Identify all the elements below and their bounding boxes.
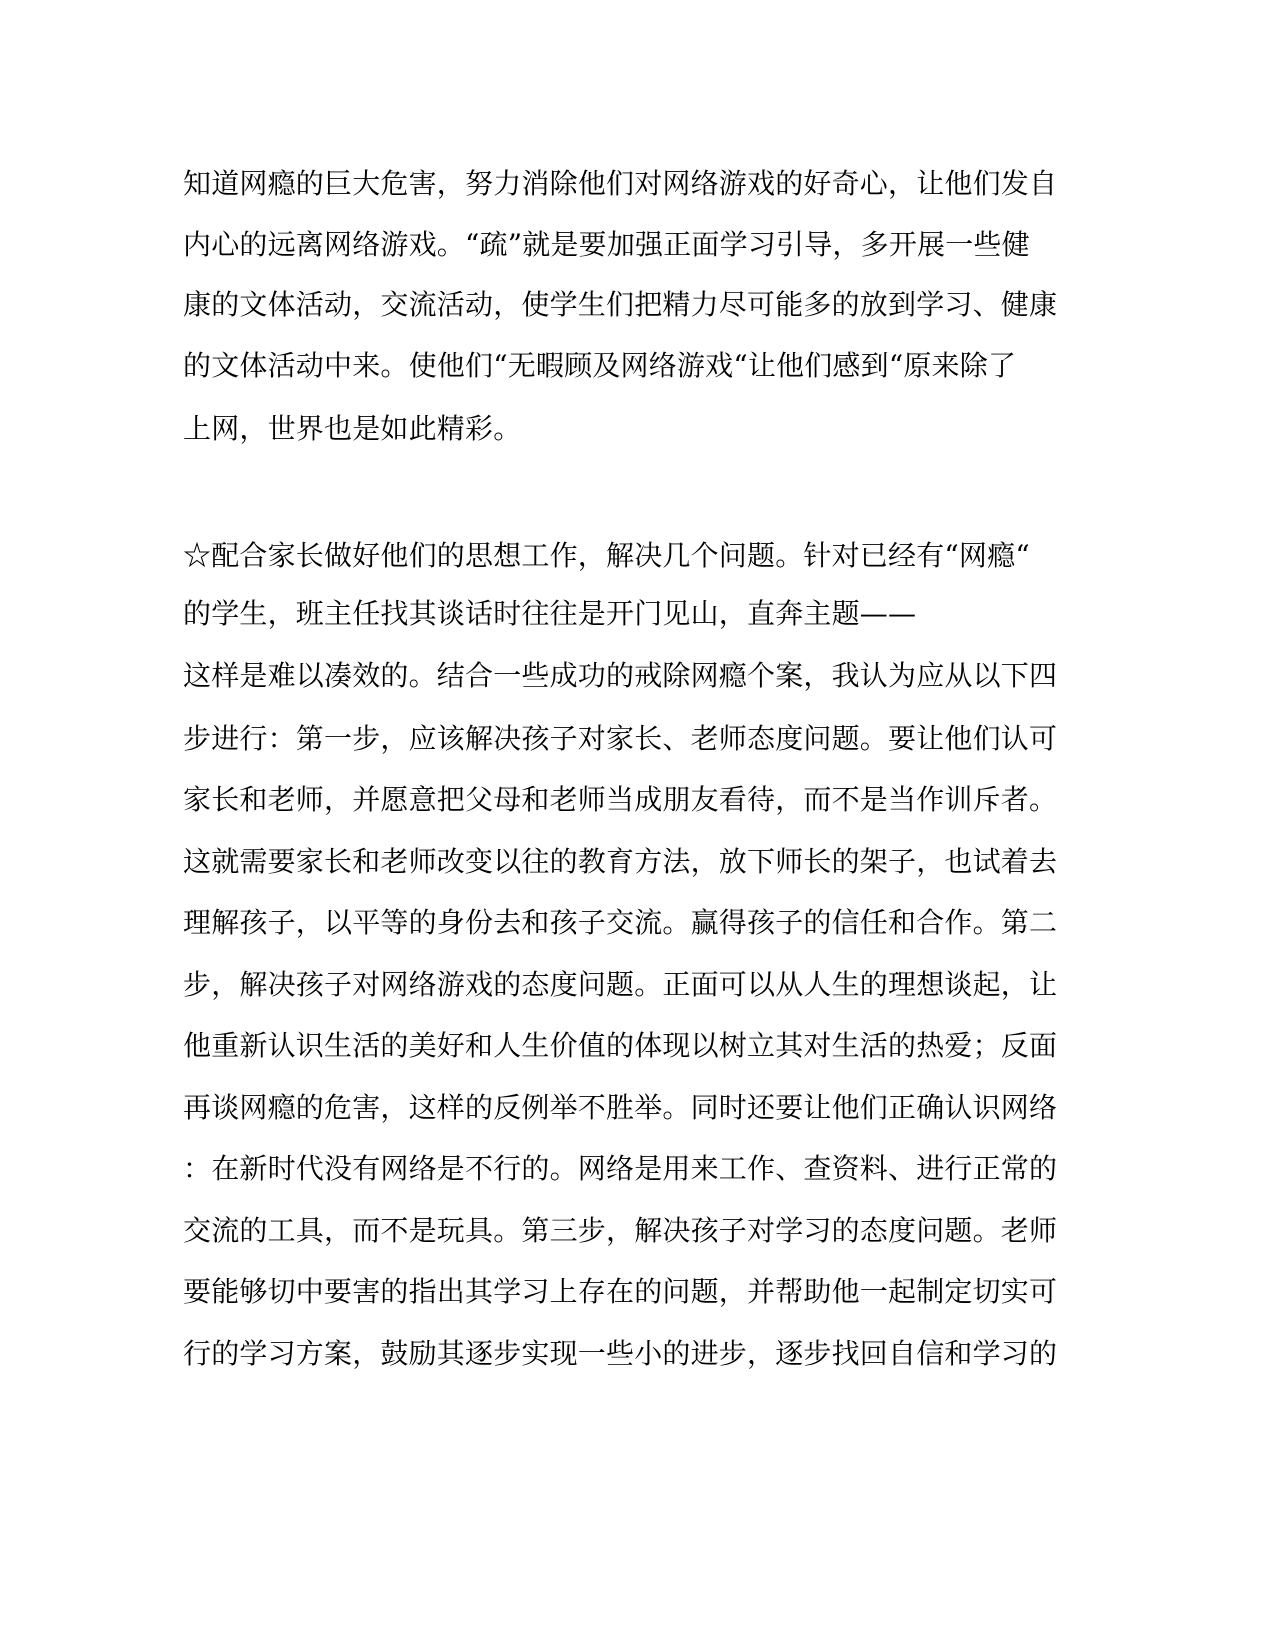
text-line: ：在新时代没有网络是不行的。网络是用来工作、查资料、进行正常的 (183, 1152, 1058, 1185)
text-line: 康的文体活动，交流活动，使学生们把精力尽可能多的放到学习、健康 (183, 288, 1058, 321)
text-line: 知道网瘾的巨大危害，努力消除他们对网络游戏的好奇心，让他们发自 (183, 167, 1058, 200)
text-line: 再谈网瘾的危害，这样的反例举不胜举。同时还要让他们正确认识网络 (183, 1091, 1058, 1124)
text-line: 步，解决孩子对网络游戏的态度问题。正面可以从人生的理想谈起，让 (183, 968, 1058, 1001)
text-line: 步进行：第一步，应该解决孩子对家长、老师态度问题。要让他们认可 (183, 722, 1058, 755)
text-line: 家长和老师，并愿意把父母和老师当成朋友看待，而不是当作训斥者。 (183, 783, 1058, 816)
text-line: 这样是难以凑效的。结合一些成功的戒除网瘾个案，我认为应从以下四 (183, 659, 1058, 692)
text-line: 上网，世界也是如此精彩。 (183, 412, 522, 445)
text-line: 要能够切中要害的指出其学习上存在的问题，并帮助他一起制定切实可 (183, 1275, 1058, 1308)
text-line: 的学生，班主任找其谈话时往往是开门见山，直奔主题—— (183, 597, 917, 630)
text-line: 理解孩子，以平等的身份去和孩子交流。赢得孩子的信任和合作。第二 (183, 906, 1058, 939)
text-line: 的文体活动中来。使他们“无暇顾及网络游戏“让他们感到“原来除了 (183, 349, 1017, 382)
text-line: 交流的工具，而不是玩具。第三步，解决孩子对学习的态度问题。老师 (183, 1214, 1058, 1247)
text-line: 这就需要家长和老师改变以往的教育方法，放下师长的架子，也试着去 (183, 845, 1058, 878)
text-line: 行的学习方案，鼓励其逐步实现一些小的进步，逐步找回自信和学习的 (183, 1337, 1058, 1370)
text-line: 内心的远离网络游戏。“疏”就是要加强正面学习引导，多开展一些健 (183, 228, 1030, 261)
text-line: 他重新认识生活的美好和人生价值的体现以树立其对生活的热爱；反面 (183, 1029, 1058, 1062)
text-line: ☆配合家长做好他们的思想工作，解决几个问题。针对已经有“网瘾“ (183, 539, 1030, 572)
